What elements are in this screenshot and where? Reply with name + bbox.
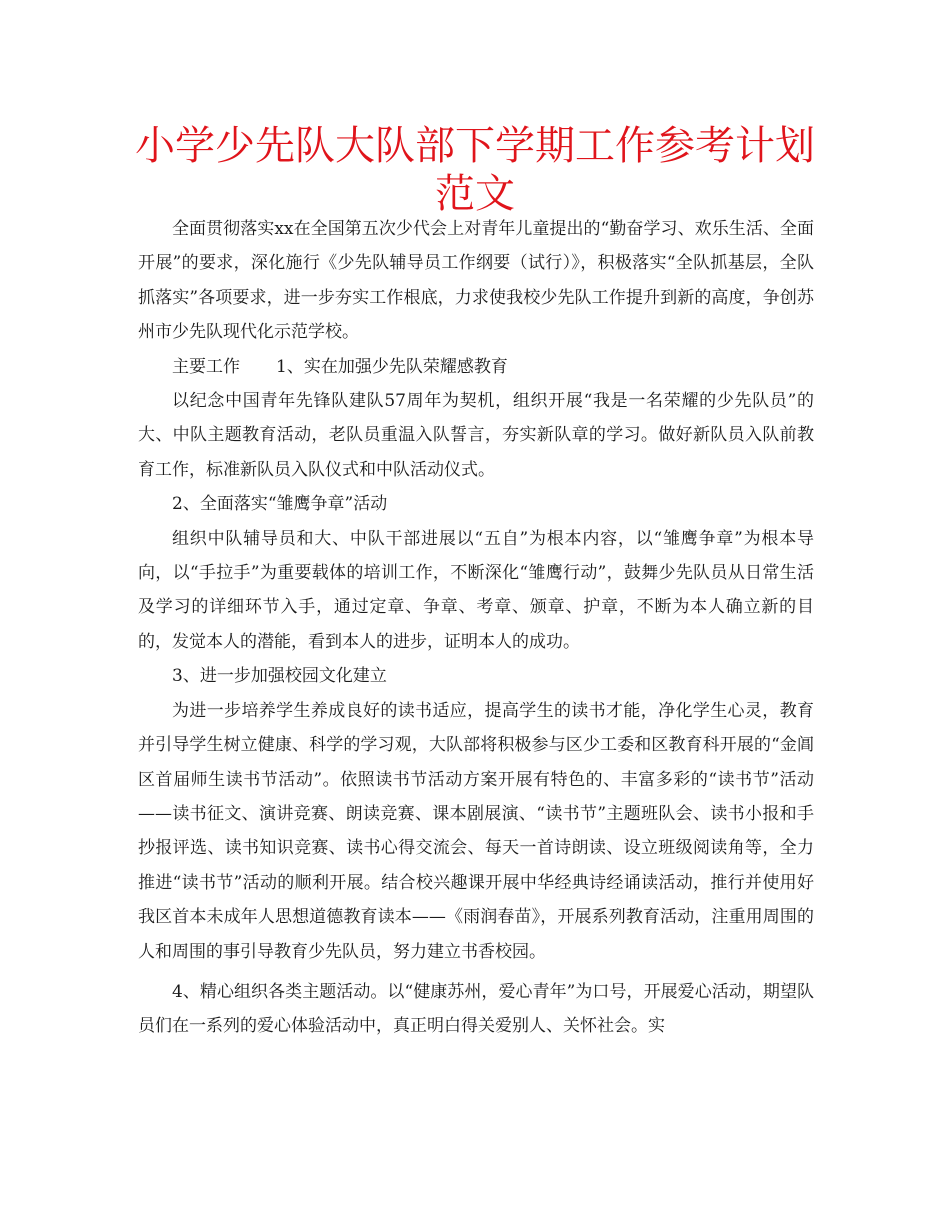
intro-paragraph: 全面贯彻落实xx在全国第五次少代会上对青年儿童提出的“勤奋学习、欢乐生活、全面开展”的要求，深化施行《少先队辅导员工作纲要（试行）》，积极落实“全队抓基层，全队抓落实”各项要求，进一步夯实工作根底，力求使我校少先队工作提升到新的高度，争创苏州市少先队现代化示范学校。 xyxy=(138,219,814,343)
item1-paragraph: 以纪念中国青年先锋队建队57周年为契机，组织开展“我是一名荣耀的少先队员”的大、中队主题教育活动，老队员重温入队誓言，夯实新队章的学习。做好新队员入队前教育工作，标准新队员入队仪式和中队活动仪式。 xyxy=(138,391,814,480)
main-work-label: 主要工作 xyxy=(172,356,240,377)
item3-paragraph: 为进一步培养学生养成良好的读书适应，提高学生的读书才能，净化学生心灵，教育并引导学生树立健康、科学的学习观，大队部将积极参与区少工委和区教育科开展的“金阊区首届师生读书节活动”。依照读书节活动方案开展有特色的、丰富多彩的“读书节”活动——读书征文、演讲竞赛、朗读竞赛、课本剧展演、“读书节”主题班队会、读书小报和手抄报评选、读书知识竞赛、读书心得交流会、每天一首诗朗读、设立班级阅读角等，全力推进“读书节”活动的顺利开展。结合校兴趣课开展中华经典诗经诵读活动，推行并使用好我区首本未成年人思想道德教育读本——《雨润春苗》，开展系列教育活动，注重用周围的人和周围的事引导教育少先队员，努力建立书香校园。 xyxy=(138,700,814,962)
item4-paragraph: 4、精心组织各类主题活动。以“健康苏州，爱心青年”为口号，开展爱心活动，期望队员们在一系列的爱心体验活动中，真正明白得关爱别人、关怀社会。实 xyxy=(138,981,814,1037)
document-title: 小学少先队大队部下学期工作参考计划范文 xyxy=(135,123,815,217)
item2-paragraph: 组织中队辅导员和大、中队干部进展以“五自”为根本内容，以“雏鹰争章”为根本导向，以“手拉手”为重要载体的培训工作，不断深化“雏鹰行动”，鼓舞少先队员从日常生活及学习的详细环节入手，通过定章、争章、考章、颁章、护章，不断为本人确立新的目的，发觉本人的潜能，看到本人的进步，证明本人的成功。 xyxy=(138,528,814,652)
item1-heading: 1、实在加强少先队荣耀感教育 xyxy=(276,356,508,377)
item3-heading: 3、进一步加强校园文化建立 xyxy=(172,666,387,687)
item2-heading: 2、全面落实“雏鹰争章”活动 xyxy=(172,494,388,515)
main-work-line xyxy=(138,350,814,384)
document-body xyxy=(138,212,814,1044)
